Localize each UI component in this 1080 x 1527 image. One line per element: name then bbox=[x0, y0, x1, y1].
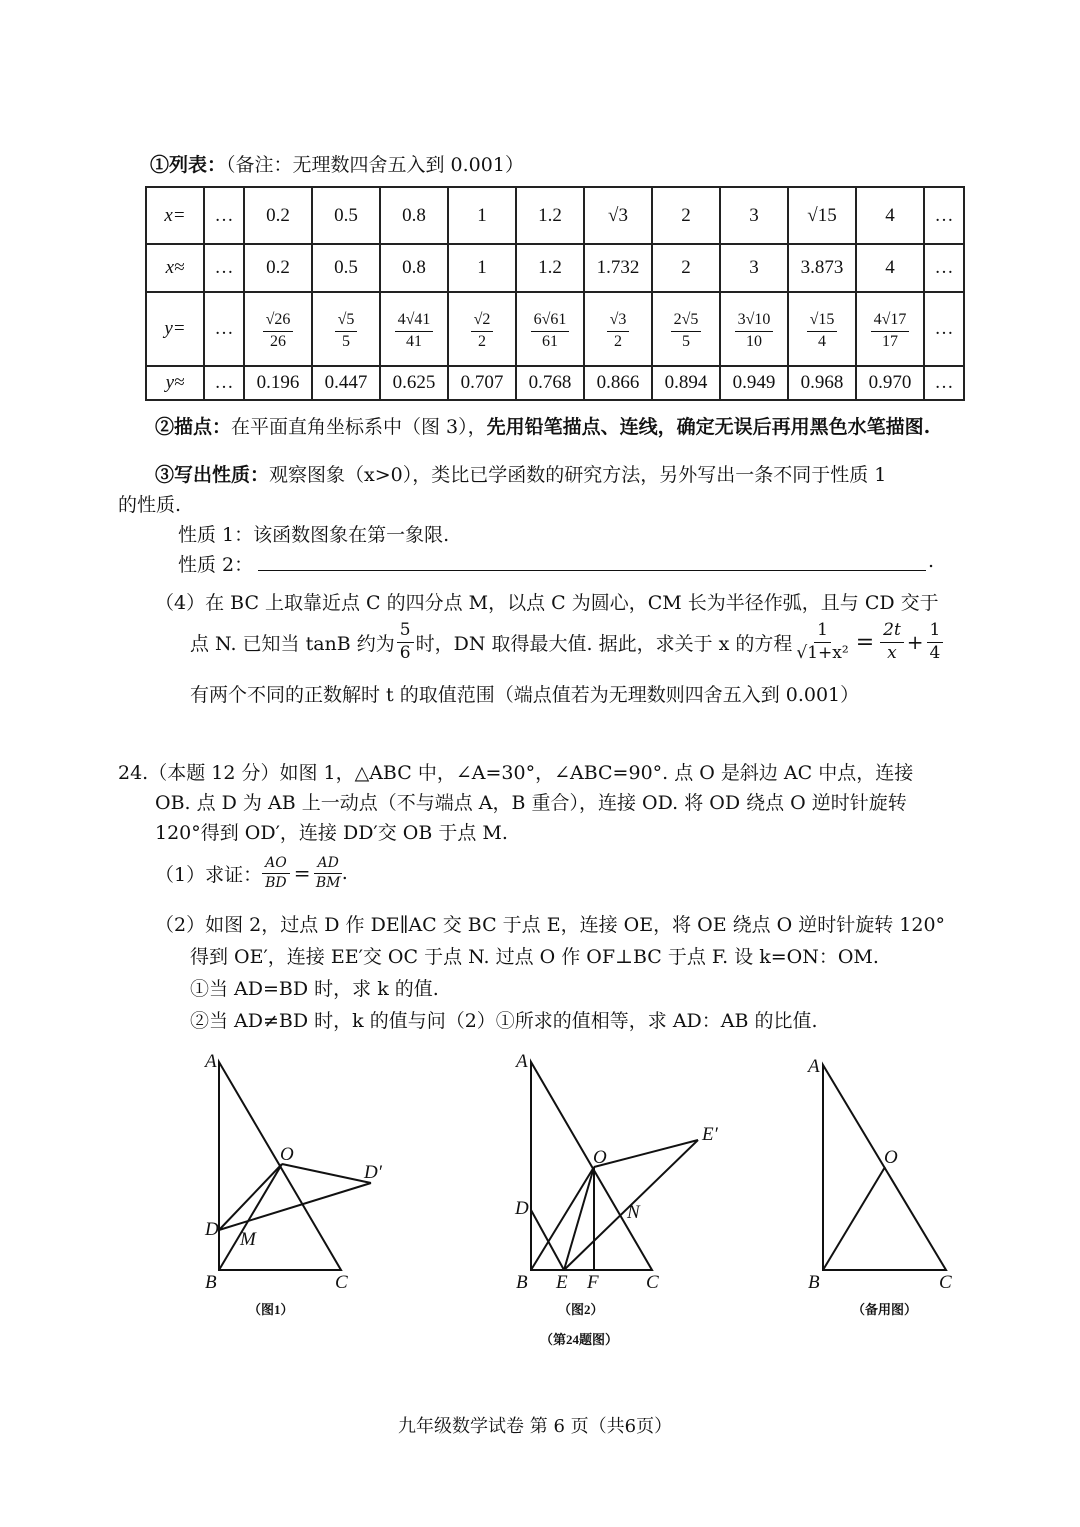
fraction-denominator: 5 bbox=[342, 332, 350, 350]
fraction-denominator: √1+x² bbox=[796, 642, 849, 663]
fraction-numerator: 1 bbox=[927, 622, 944, 643]
equation-term-1 bbox=[880, 622, 904, 663]
fraction-denominator: 17 bbox=[882, 332, 898, 350]
q4-line2-text-b: 时，DN 取得最大值. 据此，求关于 x 的方程 bbox=[415, 632, 793, 655]
table-row-x-approx bbox=[146, 244, 964, 292]
step1-label: ①列表： bbox=[150, 154, 227, 176]
table-cell bbox=[788, 292, 856, 366]
fraction-denominator: 2 bbox=[614, 332, 622, 350]
label-b: B bbox=[516, 1272, 528, 1293]
fraction bbox=[607, 312, 630, 351]
fraction-denominator: 2 bbox=[478, 332, 486, 350]
property-2-label: 性质 2： bbox=[178, 554, 254, 576]
ellipsis-cell: … bbox=[924, 366, 964, 400]
fraction-numerator: √26 bbox=[263, 312, 294, 332]
fraction bbox=[335, 312, 358, 351]
fraction-numerator: 3√10 bbox=[735, 312, 774, 332]
table-cell: 1 bbox=[448, 244, 516, 292]
fraction-denominator: 10 bbox=[746, 332, 762, 350]
table-row-x-exact bbox=[146, 187, 964, 244]
table-cell: 4 bbox=[856, 244, 924, 292]
label-a: A bbox=[808, 1056, 820, 1077]
fraction bbox=[871, 312, 910, 351]
ellipsis-cell: … bbox=[204, 187, 244, 244]
fraction bbox=[807, 312, 838, 351]
fraction-numerator: √2 bbox=[471, 312, 494, 332]
fraction-denominator: BM bbox=[315, 874, 341, 891]
table-row-y-approx bbox=[146, 366, 964, 400]
fraction-numerator: √5 bbox=[335, 312, 358, 332]
fraction-numerator: 1 bbox=[814, 622, 831, 643]
label-o: O bbox=[593, 1147, 607, 1168]
fraction bbox=[395, 312, 434, 351]
fraction-numerator: √3 bbox=[607, 312, 630, 332]
page-footer: 九年级数学试卷 第 6 页（共6页） bbox=[398, 1416, 673, 1437]
table-cell: 1 bbox=[448, 187, 516, 244]
fraction-denominator: 4 bbox=[818, 332, 826, 350]
ellipsis-cell: … bbox=[204, 366, 244, 400]
label-c: C bbox=[646, 1272, 659, 1293]
segment-oe-prime bbox=[594, 1140, 698, 1167]
fraction-ad-bm bbox=[314, 856, 341, 890]
q24-part1-label: （1）求证： bbox=[155, 863, 263, 886]
fraction-denominator: 5 bbox=[682, 332, 690, 350]
step2-paragraph bbox=[155, 412, 930, 439]
equation-lhs-fraction bbox=[796, 622, 848, 663]
property-2-period: . bbox=[928, 550, 935, 572]
label-c: C bbox=[939, 1272, 952, 1293]
segment-ob bbox=[823, 1167, 885, 1270]
table-cell: 0.970 bbox=[856, 366, 924, 400]
table-cell bbox=[856, 292, 924, 366]
property-1: 性质 1：该函数图象在第一象限. bbox=[178, 524, 450, 546]
table-cell bbox=[652, 292, 720, 366]
q24-part1 bbox=[155, 856, 348, 890]
table-cell bbox=[380, 292, 448, 366]
label-a: A bbox=[205, 1051, 217, 1072]
step1-heading bbox=[150, 150, 524, 177]
table-cell bbox=[720, 292, 788, 366]
table-cell: 0.768 bbox=[516, 366, 584, 400]
table-cell: 0.625 bbox=[380, 366, 448, 400]
table-cell: 0.8 bbox=[380, 187, 448, 244]
label-n: N bbox=[627, 1202, 640, 1223]
fraction-numerator: AD bbox=[314, 856, 341, 874]
label-d: D bbox=[205, 1219, 219, 1240]
fraction bbox=[531, 312, 570, 351]
label-b: B bbox=[808, 1272, 820, 1293]
fraction-denominator: BD bbox=[265, 874, 287, 891]
ellipsis-cell: … bbox=[204, 244, 244, 292]
label-f: F bbox=[587, 1272, 599, 1293]
fraction-denominator: 41 bbox=[406, 332, 422, 350]
label-e-prime: E′ bbox=[702, 1124, 718, 1145]
fraction-numerator: 6√61 bbox=[531, 312, 570, 332]
table-cell: 1.2 bbox=[516, 244, 584, 292]
table-cell: 0.2 bbox=[244, 244, 312, 292]
q4-line2 bbox=[190, 622, 946, 663]
ellipsis-cell: … bbox=[924, 292, 964, 366]
equation-term-2 bbox=[927, 622, 944, 663]
table-cell bbox=[244, 292, 312, 366]
table-row-y-exact bbox=[146, 292, 964, 366]
label-c: C bbox=[335, 1272, 348, 1293]
table-cell: 0.5 bbox=[312, 244, 380, 292]
label-b: B bbox=[205, 1272, 217, 1293]
table-cell: 0.196 bbox=[244, 366, 312, 400]
step2-bold-text: 先用铅笔描点、连线，确定无误后再用黑色水笔描图. bbox=[486, 416, 931, 438]
fraction-denominator: x bbox=[887, 642, 897, 663]
q4-line3: 有两个不同的正数解时 t 的取值范围（端点值若为无理数则四舍五入到 0.001） bbox=[190, 684, 860, 706]
fraction-denominator: 61 bbox=[542, 332, 558, 350]
table-cell: 0.968 bbox=[788, 366, 856, 400]
q24-part2-sub1: ①当 AD=BD 时，求 k 的值. bbox=[190, 978, 439, 1000]
value-table bbox=[145, 186, 965, 401]
fraction-numerator: 2√5 bbox=[671, 312, 702, 332]
table-cell: 0.949 bbox=[720, 366, 788, 400]
label-m: M bbox=[240, 1229, 256, 1250]
table-cell: 4 bbox=[856, 187, 924, 244]
fraction-numerator: 5 bbox=[397, 622, 414, 643]
step3-text-line2: 的性质. bbox=[118, 494, 182, 516]
equation-equals: = bbox=[855, 629, 875, 655]
caption-figure-3: （备用图） bbox=[852, 1302, 918, 1317]
label-d-prime: D′ bbox=[364, 1162, 382, 1183]
table-cell: 2 bbox=[652, 244, 720, 292]
fraction-denominator: 26 bbox=[270, 332, 286, 350]
step2-text: 在平面直角坐标系中（图 3）， bbox=[231, 416, 487, 438]
segment-ob bbox=[531, 1167, 594, 1270]
label-a: A bbox=[516, 1051, 528, 1072]
fraction-numerator: 4√17 bbox=[871, 312, 910, 332]
q4-line1: （4）在 BC 上取靠近点 C 的四分点 M，以点 C 为圆心，CM 长为半径作弧，且与 CD 交于 bbox=[155, 592, 939, 614]
table-cell: 3.873 bbox=[788, 244, 856, 292]
fraction bbox=[735, 312, 774, 351]
fraction-five-sixths bbox=[397, 622, 414, 663]
step3-text-line1: 观察图象（x>0），类比已学函数的研究方法，另外写出一条不同于性质 1 bbox=[269, 464, 887, 486]
step2-label: ②描点： bbox=[155, 416, 232, 438]
table-cell: 1.2 bbox=[516, 187, 584, 244]
table-cell: 3 bbox=[720, 187, 788, 244]
table-cell: 2 bbox=[652, 187, 720, 244]
table-cell bbox=[448, 292, 516, 366]
label-o: O bbox=[280, 1144, 294, 1165]
equals-sign: = bbox=[293, 861, 311, 886]
figure-2 bbox=[531, 1062, 698, 1270]
q24-line3: 120°得到 OD′，连接 DD′交 OB 于点 M. bbox=[155, 822, 508, 844]
step3-paragraph bbox=[155, 460, 886, 487]
fraction-numerator: 4√41 bbox=[395, 312, 434, 332]
row-header: x= bbox=[146, 187, 204, 244]
table-cell: 1.732 bbox=[584, 244, 652, 292]
row-header: x≈ bbox=[146, 244, 204, 292]
fraction-numerator: √15 bbox=[807, 312, 838, 332]
table-cell: 0.707 bbox=[448, 366, 516, 400]
q24-line1: 24.（本题 12 分）如图 1，△ABC 中，∠A=30°，∠ABC=90°. 点 O 是斜边 AC 中点，连接 bbox=[118, 762, 914, 784]
segment-ob bbox=[219, 1164, 282, 1270]
ellipsis-cell: … bbox=[924, 244, 964, 292]
fraction-numerator: AO bbox=[262, 856, 290, 874]
label-o: O bbox=[884, 1147, 898, 1168]
fraction bbox=[471, 312, 494, 351]
table-cell: √15 bbox=[788, 187, 856, 244]
label-e: E bbox=[556, 1272, 568, 1293]
q24-part2-line1: （2）如图 2，过点 D 作 DE∥AC 交 BC 于点 E，连接 OE，将 OE 绕点 O 逆时针旋转 120° bbox=[155, 914, 946, 936]
q24-part1-end: . bbox=[341, 862, 348, 885]
table-cell: 0.447 bbox=[312, 366, 380, 400]
table-cell: 0.2 bbox=[244, 187, 312, 244]
fraction-denominator: 4 bbox=[929, 642, 941, 663]
fraction bbox=[671, 312, 702, 351]
segment-od-prime bbox=[282, 1164, 371, 1183]
table-cell bbox=[312, 292, 380, 366]
row-header: y= bbox=[146, 292, 204, 366]
table-cell bbox=[584, 292, 652, 366]
caption-figure-1: （图1） bbox=[248, 1302, 294, 1317]
fraction-denominator: 6 bbox=[399, 642, 411, 663]
q24-part2-sub2: ②当 AD≠BD 时，k 的值与问（2）①所求的值相等，求 AD：AB 的比值. bbox=[190, 1010, 818, 1032]
table-cell: √3 bbox=[584, 187, 652, 244]
table-cell: 0.5 bbox=[312, 187, 380, 244]
table-cell bbox=[516, 292, 584, 366]
label-d: D bbox=[515, 1198, 529, 1219]
q24-line2: OB. 点 D 为 AB 上一动点（不与端点 A，B 重合），连接 OD. 将 OD 绕点 O 逆时针旋转 bbox=[155, 792, 907, 814]
step1-note: （备注：无理数四舍五入到 0.001） bbox=[226, 154, 524, 176]
equation-plus: + bbox=[906, 630, 924, 655]
table-cell: 3 bbox=[720, 244, 788, 292]
step3-label: ③写出性质： bbox=[155, 464, 270, 486]
table-cell: 0.866 bbox=[584, 366, 652, 400]
row-header: y≈ bbox=[146, 366, 204, 400]
q24-part2-line2: 得到 OE′，连接 EE′交 OC 于点 N. 过点 O 作 OF⊥BC 于点 F. 设 k=ON：OM. bbox=[190, 946, 879, 968]
fraction-numerator: 2t bbox=[880, 622, 904, 643]
table-cell: 0.8 bbox=[380, 244, 448, 292]
q4-line2-text-a: 点 N. 已知当 tanB 约为 bbox=[190, 632, 395, 655]
ellipsis-cell: … bbox=[204, 292, 244, 366]
ellipsis-cell: … bbox=[924, 187, 964, 244]
table-cell: 0.894 bbox=[652, 366, 720, 400]
caption-group: （第24题图） bbox=[540, 1332, 619, 1347]
fraction-ao-bd bbox=[262, 856, 290, 890]
fraction bbox=[263, 312, 294, 351]
caption-figure-2: （图2） bbox=[558, 1302, 604, 1317]
property-2-answer-line bbox=[258, 570, 926, 571]
figures-area bbox=[0, 1040, 1080, 1400]
